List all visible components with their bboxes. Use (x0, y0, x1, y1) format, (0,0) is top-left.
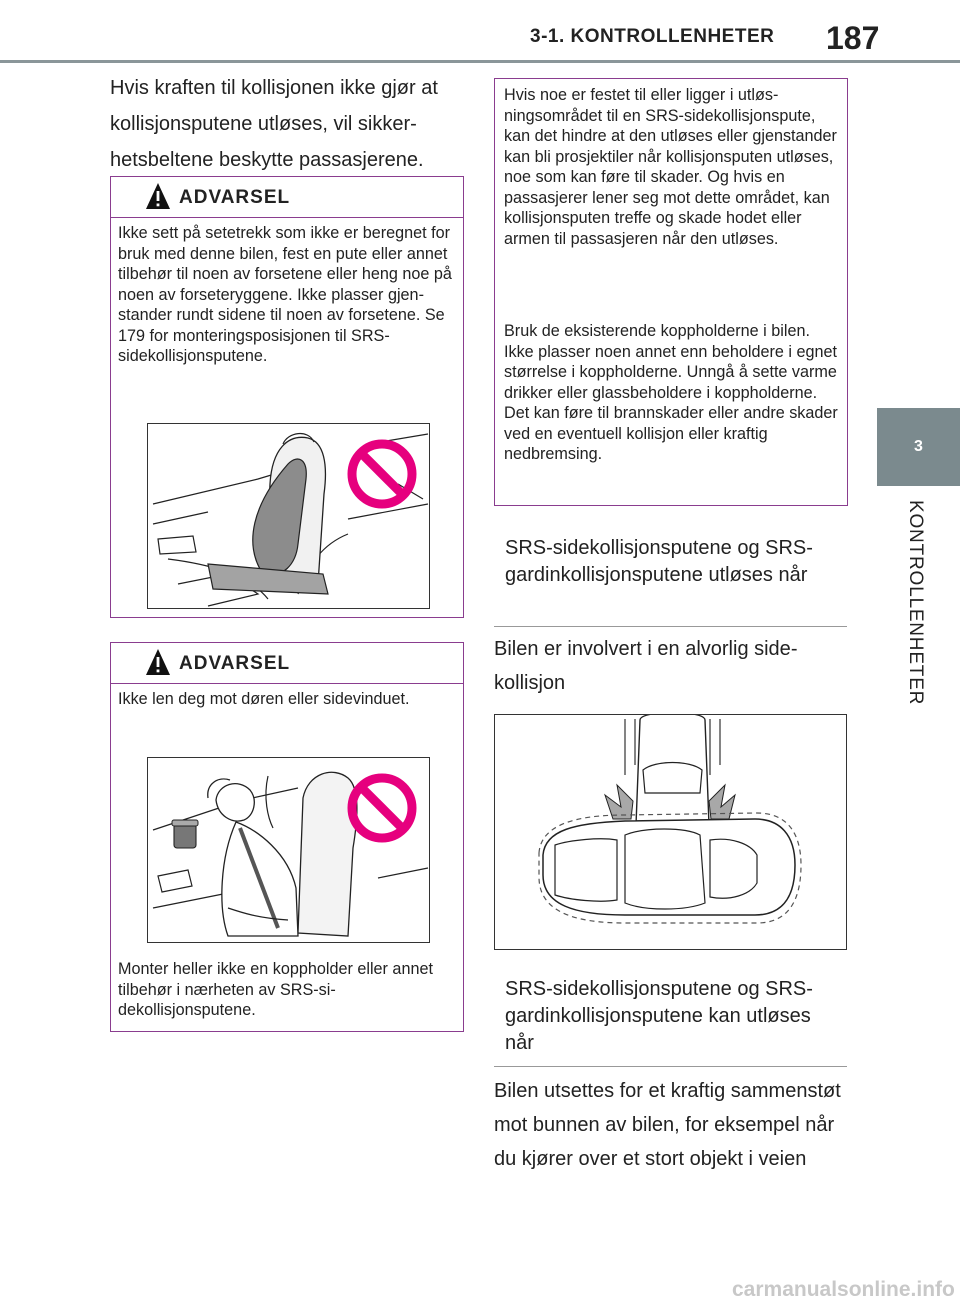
warning-header (111, 643, 463, 684)
warning-text-top: Ikke len deg mot døren eller sidevinduet. (118, 690, 410, 708)
warning-box-lean-door (110, 642, 464, 1032)
warning-triangle-icon (145, 181, 171, 211)
warning-header (111, 177, 463, 218)
chapter-tab (877, 408, 960, 486)
warning-title: ADVARSEL (179, 653, 291, 674)
warning-text: Ikke sett på setetrekk som ikke er beregnet for bruk med denne bilen, fest en pute eller annet tilbehør til noen av forsetene eller heng noe på noen av forseteryggene. Ikke plasser gjenstander rundt sidene til noen av forsetene. Se 179 for monteringsposisjonen til SRS-sidekollisjonsputene. (118, 224, 452, 365)
warning-paragraph-1: Hvis noe er festet til eller ligger i utløsningsområdet til en SRS-sidekollisjonspute, kan det hindre at den utløses eller gjenstander kan bli prosjektiler når kollisjonsputen utløses, noe som kan føre til skader. Og hvis en passasjerer lener seg mot dette området, kan kollisjonsputen treffe og skade hodet eller armen til passasjeren når den utløses. (504, 86, 837, 248)
warning-paragraph-2: Bruk de eksisterende koppholderne i bilen. Ikke plasser noen annet enn beholdere i egnet størrelse i koppholderne. Unngå å sette varme drikker eller glassbeholdere i koppholderne. Det kan føre til brannskader eller andre skader ved en eventuell kollisjon eller kraftig nedbremsing. (504, 322, 838, 463)
lean-door-illustration (147, 757, 430, 943)
seat-accessory-illustration (147, 423, 430, 609)
prohibition-icon (346, 438, 418, 510)
heading-underline (494, 626, 847, 627)
warning-triangle-icon (145, 647, 171, 677)
section-body: Bilen utsettes for et kraftig sammenstøt mot bunnen av bilen, for eksempel når du kjører over et stort objekt i veien (494, 1080, 841, 1170)
collision-diagram (495, 715, 846, 949)
chapter-label: KONTROLLENHETER (905, 500, 926, 706)
intro-text: Hvis kraften til kollisjonen ikke gjør at kollisjonsputene utløses, vil sikkerhetsbeltene beskytte passasjerene. (110, 77, 438, 171)
section-body: Bilen er involvert i en alvorlig sidekollisjon (494, 638, 798, 694)
section-title: 3-1. KONTROLLENHETER (530, 26, 775, 47)
warning-box-seat-covers (110, 176, 464, 618)
header-rule (0, 60, 960, 63)
prohibition-icon (346, 772, 418, 844)
warning-box-continuation (494, 78, 848, 506)
section-heading: SRS-sidekollisjonsputene og SRS-gardinkollisjonsputene utløses når (505, 537, 813, 586)
heading-underline (494, 1066, 847, 1067)
watermark: carmanualsonline.info (732, 1278, 955, 1301)
side-collision-illustration (494, 714, 847, 950)
warning-text-bottom: Monter heller ikke en koppholder eller annet tilbehør i nærheten av SRS-sidekollisjonsputene. (118, 960, 433, 1019)
section-heading: SRS-sidekollisjonsputene og SRS-gardinkollisjonsputene kan utløses når (505, 978, 813, 1054)
chapter-number: 3 (914, 438, 923, 455)
warning-title: ADVARSEL (179, 187, 291, 208)
page-number: 187 (826, 20, 880, 56)
